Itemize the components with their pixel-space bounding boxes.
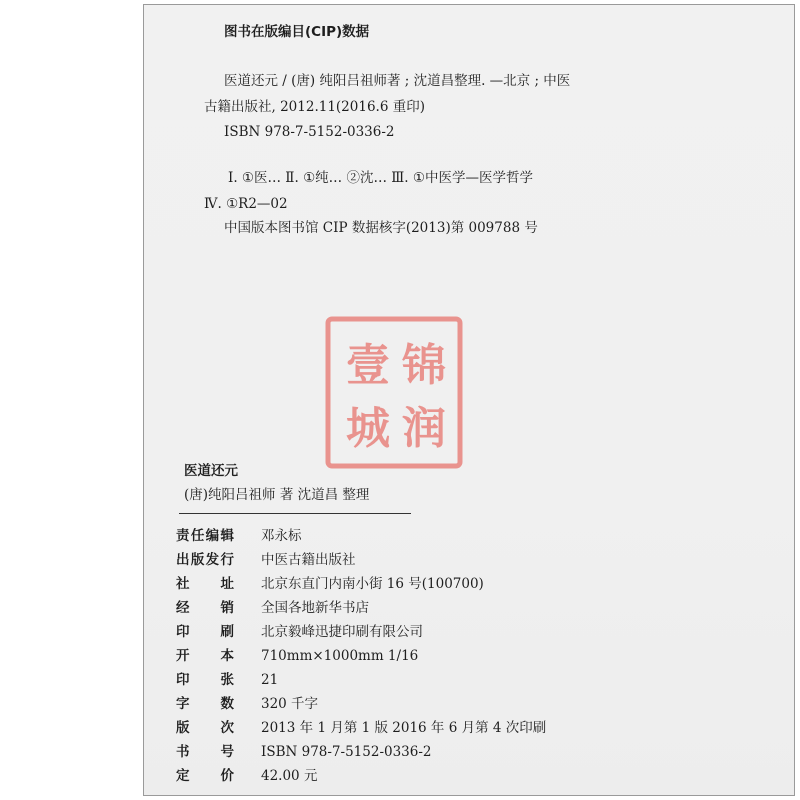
cip-classification-2: Ⅳ. ①R2—02 <box>204 196 288 212</box>
detail-label: 书 号 <box>176 744 234 760</box>
detail-label: 版 次 <box>176 720 234 736</box>
detail-label: 出 版 发 行 <box>176 552 234 568</box>
detail-value: 北京毅峰迅捷印刷有限公司 <box>261 624 423 640</box>
cip-approval-number: 中国版本图书馆 CIP 数据核字(2013)第 009788 号 <box>224 220 538 236</box>
detail-value: 邓永标 <box>261 528 302 544</box>
detail-label: 字 数 <box>176 696 234 712</box>
book-authors: (唐)纯阳吕祖师 著 沈道昌 整理 <box>184 487 370 503</box>
detail-label: 开 本 <box>176 648 234 664</box>
cip-heading: 图书在版编目(CIP)数据 <box>224 24 370 40</box>
seal-char-2: 锦 <box>402 340 446 391</box>
detail-value: 320 千字 <box>261 696 319 712</box>
detail-value: 42.00 元 <box>261 768 318 784</box>
watermark-seal <box>324 315 464 470</box>
cip-record-line-1: 医道还元 / (唐) 纯阳吕祖师著 ; 沈道昌整理. —北京 ; 中医 <box>224 73 571 89</box>
seal-char-1: 壹 <box>346 340 390 391</box>
detail-label: 经 销 <box>176 600 234 616</box>
detail-value: 710mm×1000mm 1/16 <box>261 648 419 664</box>
detail-value: 全国各地新华书店 <box>261 600 369 616</box>
detail-label: 印 刷 <box>176 624 234 640</box>
seal-char-3: 城 <box>346 403 390 454</box>
detail-value: 北京东直门内南小街 16 号(100700) <box>261 576 484 592</box>
copyright-page <box>143 4 795 796</box>
detail-value: 中医古籍出版社 <box>261 552 356 568</box>
detail-label: 责 任 编 辑 <box>176 528 234 544</box>
cip-record-line-2: 古籍出版社, 2012.11(2016.6 重印) <box>204 99 425 115</box>
seal-char-4: 润 <box>402 403 446 454</box>
detail-value: 2013 年 1 月第 1 版 2016 年 6 月第 4 次印刷 <box>261 720 547 736</box>
detail-value: ISBN 978-7-5152-0336-2 <box>261 744 432 760</box>
divider-line <box>179 513 411 514</box>
cip-isbn: ISBN 978-7-5152-0336-2 <box>224 124 395 140</box>
cip-classification-1: Ⅰ. ①医… Ⅱ. ①纯… ②沈… Ⅲ. ①中医学—医学哲学 <box>228 170 533 186</box>
book-title: 医道还元 <box>184 463 238 479</box>
detail-label: 印 张 <box>176 672 234 688</box>
detail-label: 定 价 <box>176 768 234 784</box>
detail-label: 社 址 <box>176 576 234 592</box>
detail-value: 21 <box>261 672 279 688</box>
